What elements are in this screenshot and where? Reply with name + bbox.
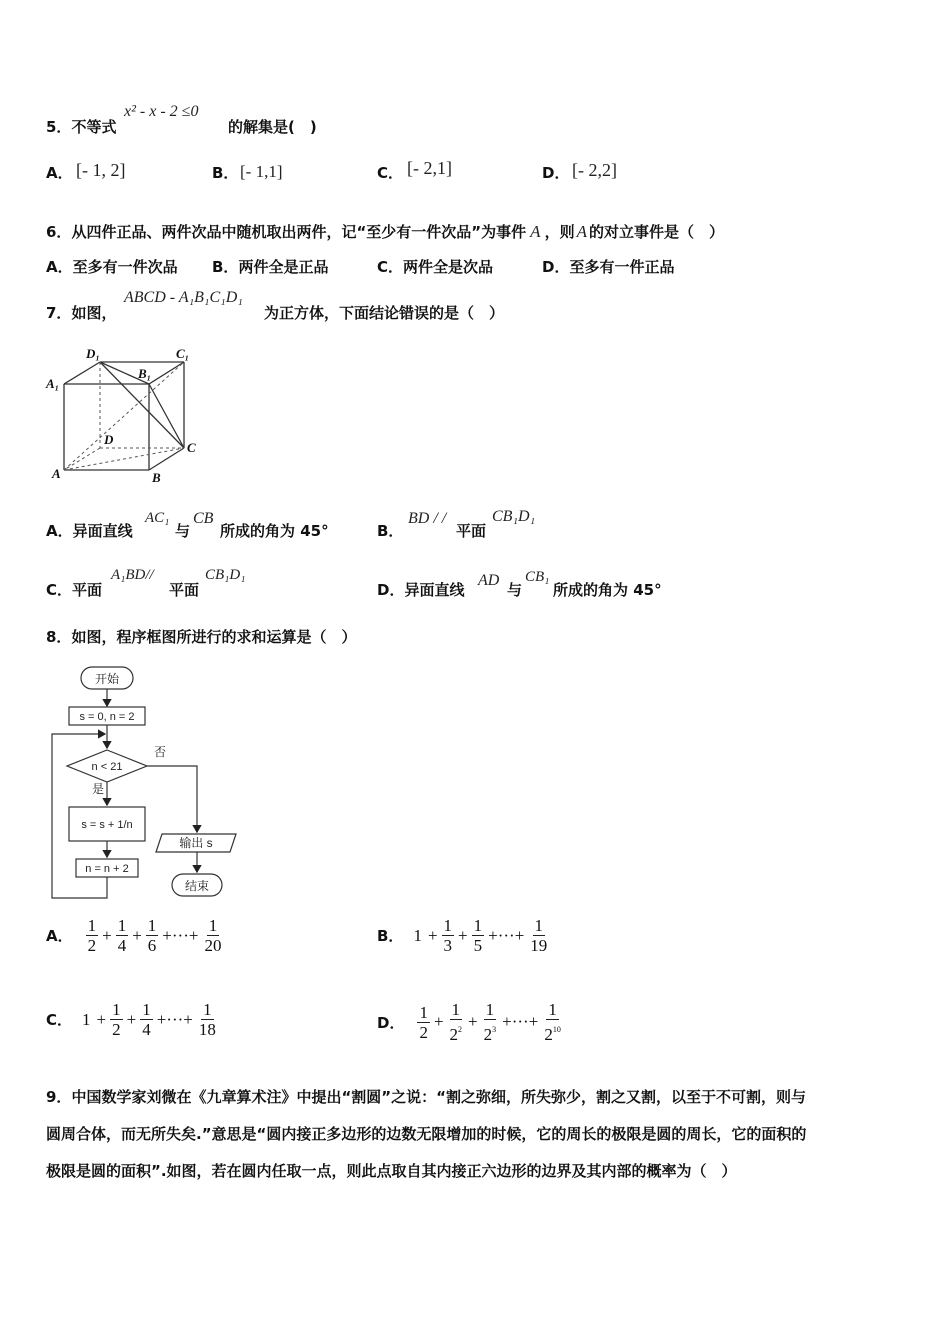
q8-number: 8．	[46, 628, 72, 646]
q7-option-b-m2: CB₁D₁	[492, 508, 536, 525]
q7-option-d-t3: 所成的角为 45°	[553, 581, 662, 599]
q7-option-c-m1: A₁BD//	[111, 567, 154, 583]
q6-option-a-text: 至多有一件次品	[72, 258, 178, 276]
q7-option-a-t3: 所成的角为 45°	[220, 522, 329, 540]
q5-option-b-label: B．	[212, 164, 239, 182]
q6-option-d-label: D．	[542, 258, 570, 276]
q9-line2: 圆周合体，而无所失矣.”意思是“圆内接正多边形的边数无限增加的时候，它的周长的极限是圆的周长，它的面积的	[46, 1125, 807, 1143]
q7-option-a-m1: AC₁	[145, 510, 170, 526]
q7-option-d-m1: AD	[478, 572, 500, 589]
q7-option-d-label: D．	[377, 581, 405, 599]
q6-var-a: A	[530, 222, 541, 241]
q7-option-d-t2: 与	[507, 581, 523, 599]
cube-label-d1: D₁	[86, 346, 100, 361]
cube-label-a1: A₁	[46, 376, 60, 391]
q5-pre: 不等式	[71, 118, 117, 136]
q6-text1: 从四件正品、两件次品中随机取出两件，记“至少有一件次品”为事件	[71, 223, 527, 241]
q9-number: 9．	[46, 1088, 72, 1106]
q7-option-b	[377, 520, 403, 541]
flow-init: s = 0, n = 2	[79, 711, 135, 723]
q6-option-b-label: B．	[212, 258, 239, 276]
cube-label-d: D	[104, 432, 114, 447]
q7-option-c-t1: 平面	[72, 581, 103, 599]
flow-no-label: 否	[153, 745, 167, 759]
q6-option-c-label: C．	[377, 258, 404, 276]
q7-option-b-m1: BD / /	[408, 510, 447, 527]
q6-option-a-label: A．	[46, 258, 73, 276]
flow-step2: n = n + 2	[85, 863, 129, 875]
q8-option-a-expr: $\frac{1}{2}$ + $\frac{1}{4}$ + $\frac{1}{6}$ +···+ $\frac{1}{20}$	[87, 916, 222, 955]
q7-option-b-t1: 平面	[456, 522, 487, 540]
q6-stem	[46, 221, 724, 242]
q8-option-c-label: C．	[46, 1011, 73, 1029]
q6-text3: 的对立事件是（ ）	[588, 223, 724, 241]
q7-stem	[46, 302, 116, 323]
q7-post: 为正方体，下面结论错误的是（ ）	[264, 304, 505, 322]
q5-option-a-label: A．	[46, 164, 73, 182]
q7-number: 7．	[46, 304, 72, 322]
q5-inequality: x² - x - 2 ≤0	[124, 103, 199, 120]
q9-line1	[46, 1086, 806, 1107]
q8-text: 如图，程序框图所进行的求和运算是（ ）	[71, 628, 357, 646]
q7-option-b-label: B．	[377, 522, 404, 540]
q7-option-a-t2: 与	[175, 522, 191, 540]
q6-option-a	[46, 256, 178, 277]
q6-number: 6．	[46, 223, 72, 241]
q7-pre: 如图，	[71, 304, 117, 322]
q8-stem	[46, 626, 356, 647]
q8-option-d-label: D．	[377, 1013, 405, 1032]
q7-option-d	[377, 579, 464, 600]
flow-condition: n < 21	[91, 761, 123, 773]
q7-option-d-m2: CB₁	[525, 569, 550, 585]
q7-option-c-m2: CB₁D₁	[205, 567, 246, 583]
q6-option-d	[542, 256, 674, 277]
flowchart-figure	[44, 662, 244, 902]
q5-option-b	[212, 162, 238, 183]
q7-option-c-t2: 平面	[169, 581, 200, 599]
q7-option-a	[46, 520, 133, 541]
flow-start: 开始	[94, 672, 120, 686]
q8-option-c-expr: 1 + $\frac{1}{2}$ + $\frac{1}{4}$ +···+ $\frac{1}{18}$	[82, 1000, 216, 1039]
q8-option-b-label: B．	[377, 927, 404, 945]
q5-number: 5．	[46, 118, 72, 136]
flow-end: 结束	[184, 879, 210, 893]
flow-yes-label: 是	[91, 782, 105, 796]
q5-option-a-value: [- 1, 2]	[76, 160, 126, 180]
cube-label-a: A	[52, 466, 61, 481]
q5-stem	[46, 116, 116, 137]
q6-text2: ，则	[544, 223, 575, 241]
flow-output: 输出 s	[179, 836, 213, 850]
q5-option-d	[542, 162, 569, 183]
q5-option-c-label: C．	[377, 164, 404, 182]
q8-option-c	[46, 1000, 219, 1039]
cube-figure	[44, 340, 214, 490]
q7-option-d-t1: 异面直线	[404, 581, 465, 599]
q5-option-d-value: [- 2,2]	[572, 160, 617, 180]
q6-option-b-text: 两件全是正品	[238, 258, 329, 276]
q8-option-d-expr: $\frac{1}{2}$ + $\frac{1}{2^2}$ + $\frac{1}{2^3}$ +···+ $\frac{1}{2^{10}}$	[419, 1000, 561, 1044]
q8-option-b-expr: 1 + $\frac{1}{3}$ + $\frac{1}{5}$ +···+ $\frac{1}{19}$	[413, 916, 548, 955]
cube-label-b1: B₁	[138, 366, 152, 381]
q5-option-b-value: [- 1,1]	[240, 162, 283, 181]
cube-label-c1: C₁	[176, 346, 190, 361]
q5-option-c	[377, 162, 403, 183]
q6-option-c-text: 两件全是次品	[403, 258, 494, 276]
q6-option-b	[212, 256, 328, 277]
q7-option-a-m2: CB	[193, 510, 214, 527]
q6-var-a2: A	[576, 222, 587, 241]
q5-option-c-value: [- 2,1]	[407, 158, 452, 178]
flow-step1: s = s + 1/n	[81, 819, 133, 831]
q6-option-c	[377, 256, 493, 277]
cube-label-b: B	[152, 470, 161, 485]
q8-option-a	[46, 916, 224, 955]
q7-option-c-label: C．	[46, 581, 73, 599]
q9-line1-text: 中国数学家刘微在《九章算术注》中提出“割圆”之说：“割之弥细，所失弥少，割之又割，以至于不可割，则与	[71, 1088, 807, 1106]
q9-line3: 极限是圆的面积”.如图，若在圆内任取一点，则此点取自其内接正六边形的边界及其内部的概率为（ ）	[46, 1162, 737, 1180]
q5-option-d-label: D．	[542, 164, 570, 182]
q8-option-d	[377, 1000, 564, 1044]
q8-option-b	[377, 916, 550, 955]
q7-option-a-t1: 异面直线	[72, 522, 133, 540]
q5-post: 的解集是( )	[228, 118, 317, 136]
cube-label-c: C	[187, 440, 196, 455]
q5-option-a	[46, 162, 73, 183]
q7-cube-name: ABCD - A₁B₁C₁D₁	[124, 289, 243, 306]
q7-option-a-label: A．	[46, 522, 73, 540]
q7-option-c	[46, 579, 102, 600]
q6-option-d-text: 至多有一件正品	[569, 258, 675, 276]
q8-option-a-label: A．	[46, 927, 73, 945]
